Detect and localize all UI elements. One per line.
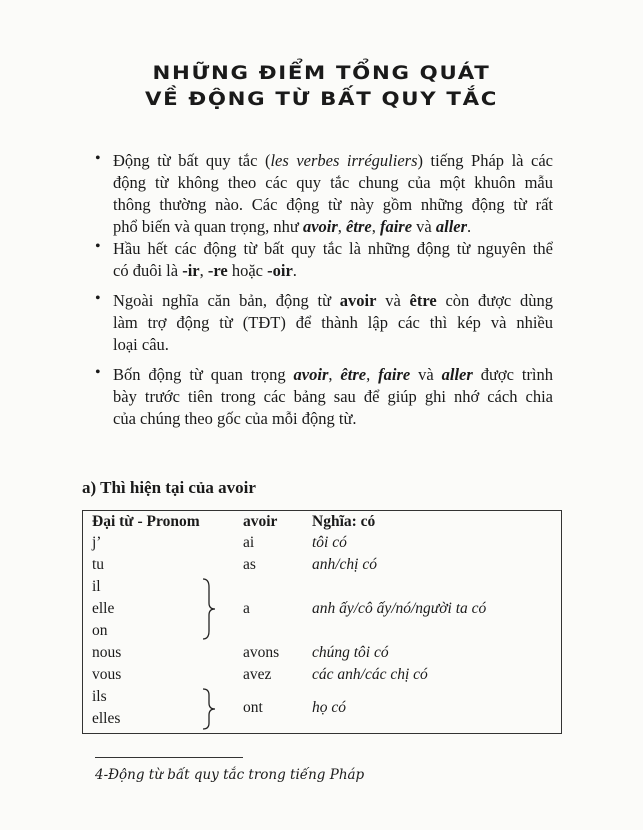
text-span: loại câu.	[113, 335, 169, 354]
conjugation-table	[82, 510, 562, 734]
text-span: Hầu hết các động từ bất quy tắc là những động từ nguyên thể	[113, 239, 553, 258]
text-span: động từ không theo các quy tắc chung của một khuôn mẫu	[113, 173, 553, 192]
brace-icon	[201, 577, 217, 641]
text-span: être	[346, 217, 372, 236]
text-span: hoặc	[227, 261, 268, 280]
text-span: và	[376, 291, 410, 310]
text-span: ,	[337, 217, 347, 236]
text-span: -re	[207, 261, 228, 280]
text-span: ,	[199, 261, 208, 280]
text-span: faire	[378, 365, 411, 384]
pronoun: ils	[92, 688, 107, 705]
text-span: avoir	[302, 217, 338, 236]
verb-form: as	[243, 556, 256, 573]
header-pronoun: Đại từ - Pronom	[92, 513, 200, 530]
bullet-icon: •	[95, 290, 101, 307]
bullet-text-line	[113, 216, 553, 238]
text-span: ,	[366, 365, 379, 384]
text-span: của chúng theo gốc của mỗi động từ.	[113, 409, 357, 428]
verb-form: ont	[243, 699, 263, 716]
pronoun: il	[92, 578, 101, 595]
text-span: và	[410, 365, 442, 384]
text-span: thông thường nào. Các động từ này gồm những động từ rất	[113, 195, 553, 214]
bullet-text-line	[113, 194, 553, 216]
bullet-text-line	[113, 290, 553, 312]
verb-form: avez	[243, 666, 272, 683]
text-span: être	[340, 365, 367, 384]
page-title-line-1: NHỮNG ĐIỂM TỔNG QUÁT	[152, 62, 491, 84]
verb-form: a	[243, 600, 250, 617]
text-span: được trình	[472, 365, 554, 384]
text-span: aller	[435, 217, 468, 236]
text-span: ,	[328, 365, 341, 384]
text-span: -ir	[182, 261, 200, 280]
header-meaning: Nghĩa: có	[312, 513, 376, 530]
bullet-icon: •	[95, 238, 101, 255]
text-span: bày trước tiên trong các bảng sau để giúp ghi nhớ cách chia	[113, 387, 553, 406]
text-span: aller	[441, 365, 473, 384]
text-span: Bốn động từ quan trọng	[113, 365, 294, 384]
pronoun: elles	[92, 710, 121, 727]
pronoun: vous	[92, 666, 122, 683]
brace-icon	[201, 687, 217, 731]
bullet-icon: •	[95, 364, 101, 381]
meaning: anh/chị có	[312, 556, 377, 573]
footnote-rule	[95, 757, 243, 758]
text-span: avoir	[293, 365, 329, 384]
text-span: ) tiếng Pháp là các	[417, 151, 553, 170]
text-span: ,	[371, 217, 380, 236]
text-span: phổ biến và quan trọng, như	[113, 217, 303, 236]
bullet-text-line	[113, 260, 553, 282]
verb-form: ai	[243, 534, 255, 551]
text-span: avoir	[339, 291, 377, 310]
meaning: chúng tôi có	[312, 644, 389, 661]
text-span: còn được dùng	[436, 291, 553, 310]
meaning: anh ấy/cô ấy/nó/người ta có	[312, 600, 487, 617]
bullet-text-line	[113, 238, 553, 260]
text-span: và	[412, 217, 436, 236]
pronoun: tu	[92, 556, 105, 573]
text-span: les verbes irréguliers	[270, 151, 418, 170]
page-title-line-2: VỀ ĐỘNG TỪ BẤT QUY TẮC	[144, 88, 499, 110]
bullet-text-line	[113, 364, 553, 386]
pronoun: j’	[92, 534, 102, 551]
bullet-text-line	[113, 334, 553, 356]
text-span: faire	[379, 217, 413, 236]
text-span: .	[292, 261, 297, 280]
meaning: tôi có	[312, 534, 347, 551]
text-span: có đuôi là	[113, 261, 183, 280]
text-span: Động từ bất quy tắc (	[113, 151, 271, 170]
meaning: các anh/các chị có	[312, 666, 428, 683]
text-span: -oir	[267, 261, 293, 280]
bullet-text-line	[113, 172, 553, 194]
page-footer: 4-Động từ bất quy tắc trong tiếng Pháp	[95, 767, 365, 783]
text-span: Ngoài nghĩa căn bản, động từ	[113, 291, 340, 310]
bullet-text-line	[113, 150, 553, 172]
bullet-text-line	[113, 408, 553, 430]
bullet-text-line	[113, 386, 553, 408]
meaning: họ có	[312, 699, 347, 716]
section-heading: a) Thì hiện tại của avoir	[82, 478, 256, 497]
text-span: être	[409, 291, 437, 310]
text-span: .	[467, 217, 472, 236]
verb-form: avons	[243, 644, 280, 661]
pronoun: on	[92, 622, 108, 639]
text-span: làm trợ động từ (TĐT) để thành lập các thì kép và nhiều	[113, 313, 553, 332]
header-verb: avoir	[243, 513, 278, 530]
pronoun: elle	[92, 600, 115, 617]
bullet-text-line	[113, 312, 553, 334]
pronoun: nous	[92, 644, 122, 661]
bullet-icon: •	[95, 150, 101, 167]
